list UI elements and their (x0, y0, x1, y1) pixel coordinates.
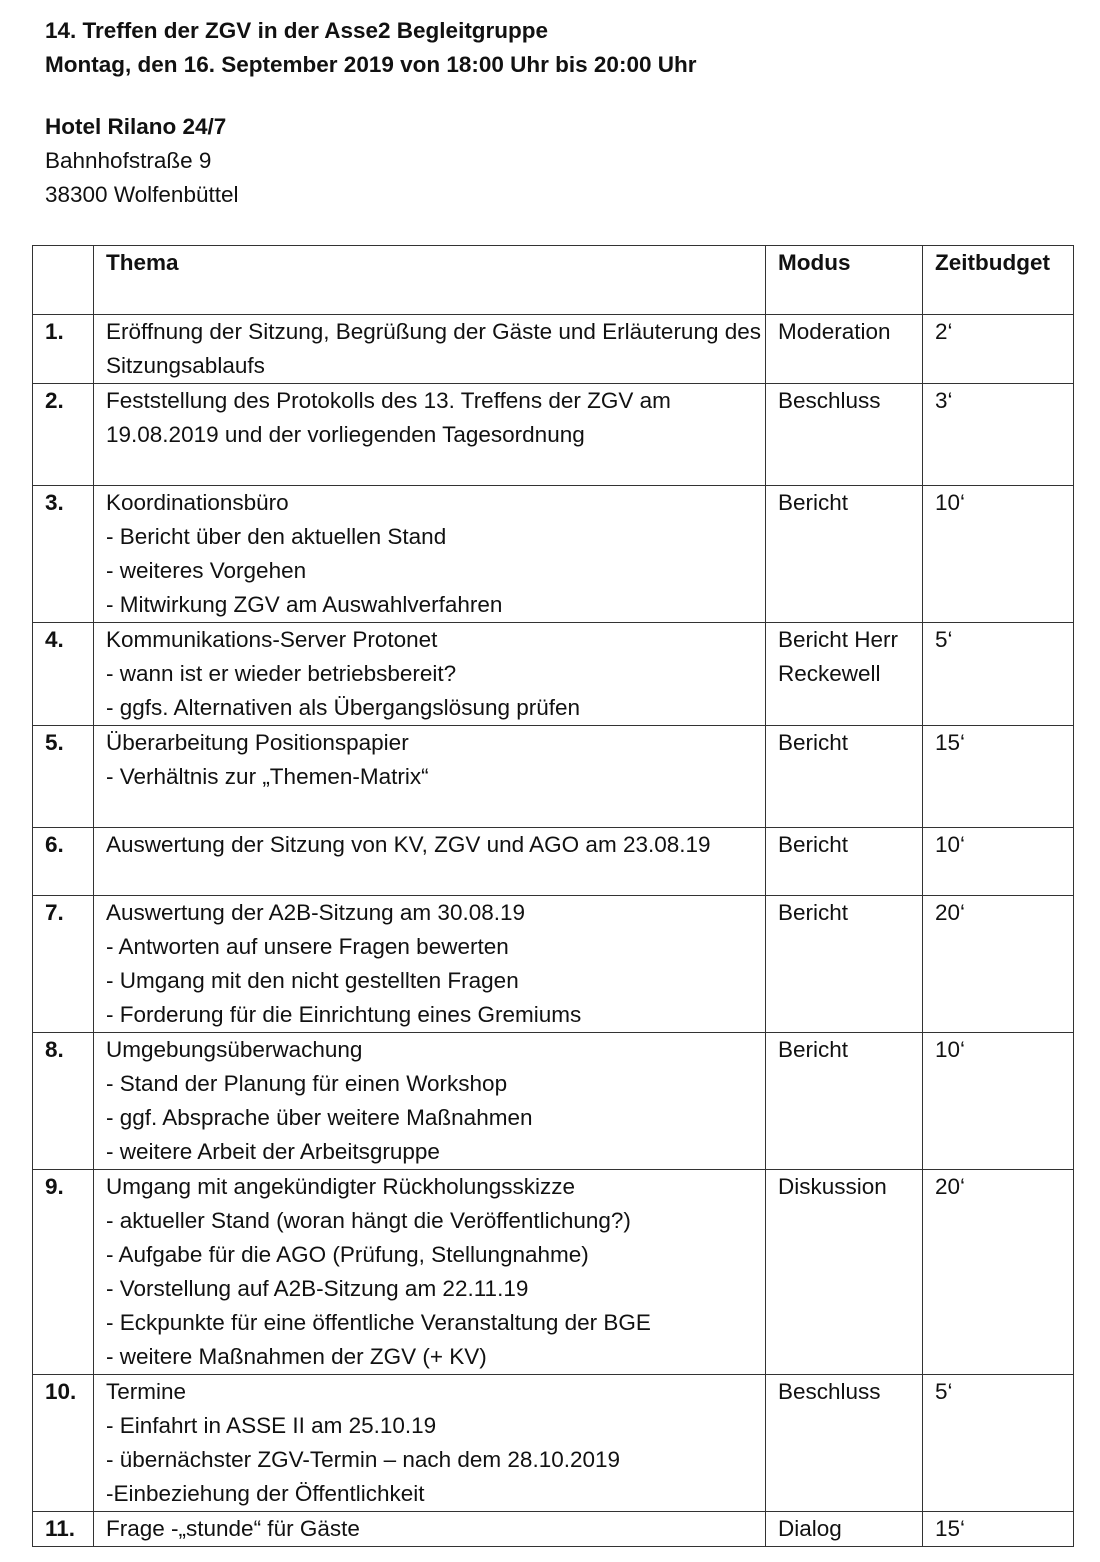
agenda-item-time: 2‘ (923, 315, 1074, 384)
agenda-item-time: 3‘ (923, 384, 1074, 486)
column-header-topic: Thema (94, 246, 766, 315)
agenda-item-time: 5‘ (923, 1375, 1074, 1512)
agenda-subitem: - übernächster ZGV-Termin – nach dem 28.10.2019 (106, 1447, 621, 1472)
meeting-date: Montag, den 16. September 2019 von 18:00 Uhr bis 20:00 Uhr (45, 52, 697, 77)
agenda-item-number: 4. (33, 623, 94, 726)
table-row (33, 1375, 1074, 1512)
agenda-item-number: 1. (33, 315, 94, 384)
agenda-item-number: 10. (33, 1375, 94, 1512)
agenda-item-topic (94, 1512, 766, 1547)
agenda-subitem: - Stand der Planung für einen Workshop (106, 1071, 508, 1096)
column-header-number (33, 246, 94, 315)
agenda-item-topic (94, 1033, 766, 1170)
agenda-item-topic (94, 896, 766, 1033)
agenda-item-title: Feststellung des Protokolls des 13. Treffens der ZGV am 19.08.2019 und der vorliegenden Tagesordnung (106, 388, 671, 447)
agenda-subitem: -Einbeziehung der Öffentlichkeit (106, 1481, 425, 1506)
agenda-item-title: Auswertung der Sitzung von KV, ZGV und AGO am 23.08.19 (106, 832, 711, 857)
agenda-item-mode: Bericht (766, 726, 923, 828)
table-header-row (33, 246, 1074, 315)
agenda-item-time: 20‘ (923, 896, 1074, 1033)
agenda-item-topic (94, 726, 766, 828)
venue-city: 38300 Wolfenbüttel (45, 182, 239, 207)
agenda-item-mode: Bericht (766, 486, 923, 623)
agenda-item-topic (94, 1170, 766, 1375)
agenda-subitem: - Mitwirkung ZGV am Auswahlverfahren (106, 592, 503, 617)
agenda-item-topic (94, 486, 766, 623)
agenda-body (33, 315, 1074, 1547)
column-header-mode: Modus (766, 246, 923, 315)
agenda-subitem: - Verhältnis zur „Themen-Matrix“ (106, 764, 429, 789)
venue-name: Hotel Rilano 24/7 (45, 114, 227, 139)
agenda-item-number: 7. (33, 896, 94, 1033)
agenda-subitem: - Bericht über den aktuellen Stand (106, 524, 447, 549)
agenda-subitem: - Aufgabe für die AGO (Prüfung, Stellungnahme) (106, 1242, 589, 1267)
table-row (33, 623, 1074, 726)
agenda-item-title: Termine (106, 1379, 187, 1404)
agenda-item-mode: Bericht Herr Reckewell (766, 623, 923, 726)
table-row (33, 1170, 1074, 1375)
agenda-item-mode: Bericht (766, 1033, 923, 1170)
agenda-subitem: - weiteres Vorgehen (106, 558, 307, 583)
table-row (33, 315, 1074, 384)
document-header (45, 14, 696, 212)
agenda-item-topic (94, 623, 766, 726)
table-row (33, 384, 1074, 486)
agenda-item-mode: Diskussion (766, 1170, 923, 1375)
agenda-item-title: Überarbeitung Positionspapier (106, 730, 409, 755)
agenda-subitem: - ggf. Absprache über weitere Maßnahmen (106, 1105, 533, 1130)
agenda-subitem: - aktueller Stand (woran hängt die Veröffentlichung?) (106, 1208, 631, 1233)
venue-street: Bahnhofstraße 9 (45, 148, 212, 173)
column-header-time: Zeitbudget (923, 246, 1074, 315)
agenda-item-mode: Bericht (766, 828, 923, 896)
agenda-item-time: 10‘ (923, 486, 1074, 623)
agenda-subitem: - Einfahrt in ASSE II am 25.10.19 (106, 1413, 437, 1438)
agenda-item-mode: Moderation (766, 315, 923, 384)
agenda-item-time: 10‘ (923, 828, 1074, 896)
agenda-item-number: 8. (33, 1033, 94, 1170)
agenda-item-topic (94, 828, 766, 896)
agenda-item-mode: Bericht (766, 896, 923, 1033)
agenda-item-number: 2. (33, 384, 94, 486)
agenda-subitem: - Vorstellung auf A2B-Sitzung am 22.11.19 (106, 1276, 529, 1301)
agenda-item-title: Kommunikations-Server Protonet (106, 627, 438, 652)
table-row (33, 1033, 1074, 1170)
agenda-item-title: Frage -„stunde“ für Gäste (106, 1516, 360, 1541)
agenda-table (32, 245, 1074, 1547)
agenda-subitem: - Umgang mit den nicht gestellten Fragen (106, 968, 519, 993)
agenda-item-title: Koordinationsbüro (106, 490, 289, 515)
agenda-item-number: 3. (33, 486, 94, 623)
agenda-item-mode: Beschluss (766, 384, 923, 486)
agenda-subitem: - weitere Arbeit der Arbeitsgruppe (106, 1139, 440, 1164)
agenda-item-time: 5‘ (923, 623, 1074, 726)
agenda-subitem: - Forderung für die Einrichtung eines Gremiums (106, 1002, 582, 1027)
agenda-item-time: 15‘ (923, 1512, 1074, 1547)
meeting-title: 14. Treffen der ZGV in der Asse2 Begleitgruppe (45, 18, 549, 43)
table-row (33, 486, 1074, 623)
agenda-subitem: - wann ist er wieder betriebsbereit? (106, 661, 457, 686)
agenda-item-title: Umgebungsüberwachung (106, 1037, 363, 1062)
agenda-subitem: - Antworten auf unsere Fragen bewerten (106, 934, 509, 959)
agenda-item-mode: Dialog (766, 1512, 923, 1547)
agenda-item-time: 15‘ (923, 726, 1074, 828)
agenda-item-number: 9. (33, 1170, 94, 1375)
agenda-item-topic (94, 315, 766, 384)
agenda-subitem: - weitere Maßnahmen der ZGV (+ KV) (106, 1344, 487, 1369)
agenda-subitem: - ggfs. Alternativen als Übergangslösung prüfen (106, 695, 581, 720)
table-row (33, 896, 1074, 1033)
agenda-item-title: Eröffnung der Sitzung, Begrüßung der Gäste und Erläuterung des Sitzungsablaufs (106, 319, 762, 378)
agenda-item-number: 6. (33, 828, 94, 896)
table-row (33, 726, 1074, 828)
agenda-item-topic (94, 384, 766, 486)
agenda-item-title: Auswertung der A2B-Sitzung am 30.08.19 (106, 900, 526, 925)
agenda-item-time: 20‘ (923, 1170, 1074, 1375)
agenda-item-number: 5. (33, 726, 94, 828)
agenda-item-topic (94, 1375, 766, 1512)
agenda-item-time: 10‘ (923, 1033, 1074, 1170)
agenda-item-mode: Beschluss (766, 1375, 923, 1512)
table-row (33, 1512, 1074, 1547)
agenda-item-title: Umgang mit angekündigter Rückholungsskizze (106, 1174, 575, 1199)
table-row (33, 828, 1074, 896)
agenda-item-number: 11. (33, 1512, 94, 1547)
agenda-subitem: - Eckpunkte für eine öffentliche Veranstaltung der BGE (106, 1310, 651, 1335)
